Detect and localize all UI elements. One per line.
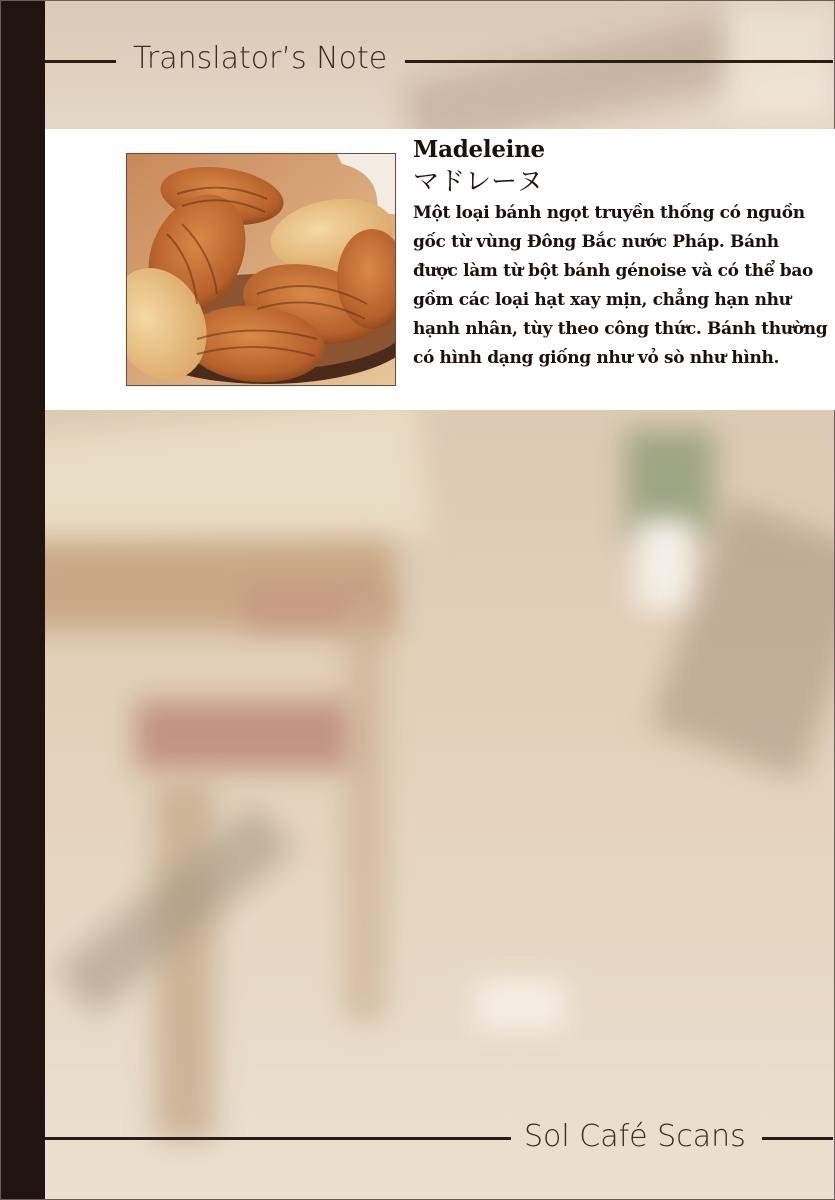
term-title: Madeleine bbox=[413, 136, 545, 163]
scanlation-credit: Sol Café Scans bbox=[524, 1119, 746, 1154]
footer-rule-left bbox=[45, 1137, 511, 1140]
madeleine-photo bbox=[126, 153, 396, 386]
page-spine bbox=[0, 0, 45, 1200]
note-text bbox=[413, 135, 828, 373]
note-card bbox=[45, 129, 835, 410]
page-title: Translator’s Note bbox=[133, 41, 388, 76]
header-rule-left bbox=[45, 60, 116, 63]
madeleine-illustration bbox=[127, 154, 395, 385]
header-rule-right bbox=[405, 60, 833, 63]
term-japanese: マドレーヌ bbox=[413, 167, 544, 197]
term-description: Một loại bánh ngọt truyền thống có nguồn gốc từ vùng Đông Bắc nước Pháp. Bánh được làm từ bột bánh génoise và có thể bao gồm các loại hạt xay mịn, chẳng hạn như hạnh nhân, tùy theo công thức. Bánh thường có hình dạng giống như vỏ sò như hình. bbox=[413, 203, 828, 368]
footer-rule-right bbox=[762, 1137, 833, 1140]
